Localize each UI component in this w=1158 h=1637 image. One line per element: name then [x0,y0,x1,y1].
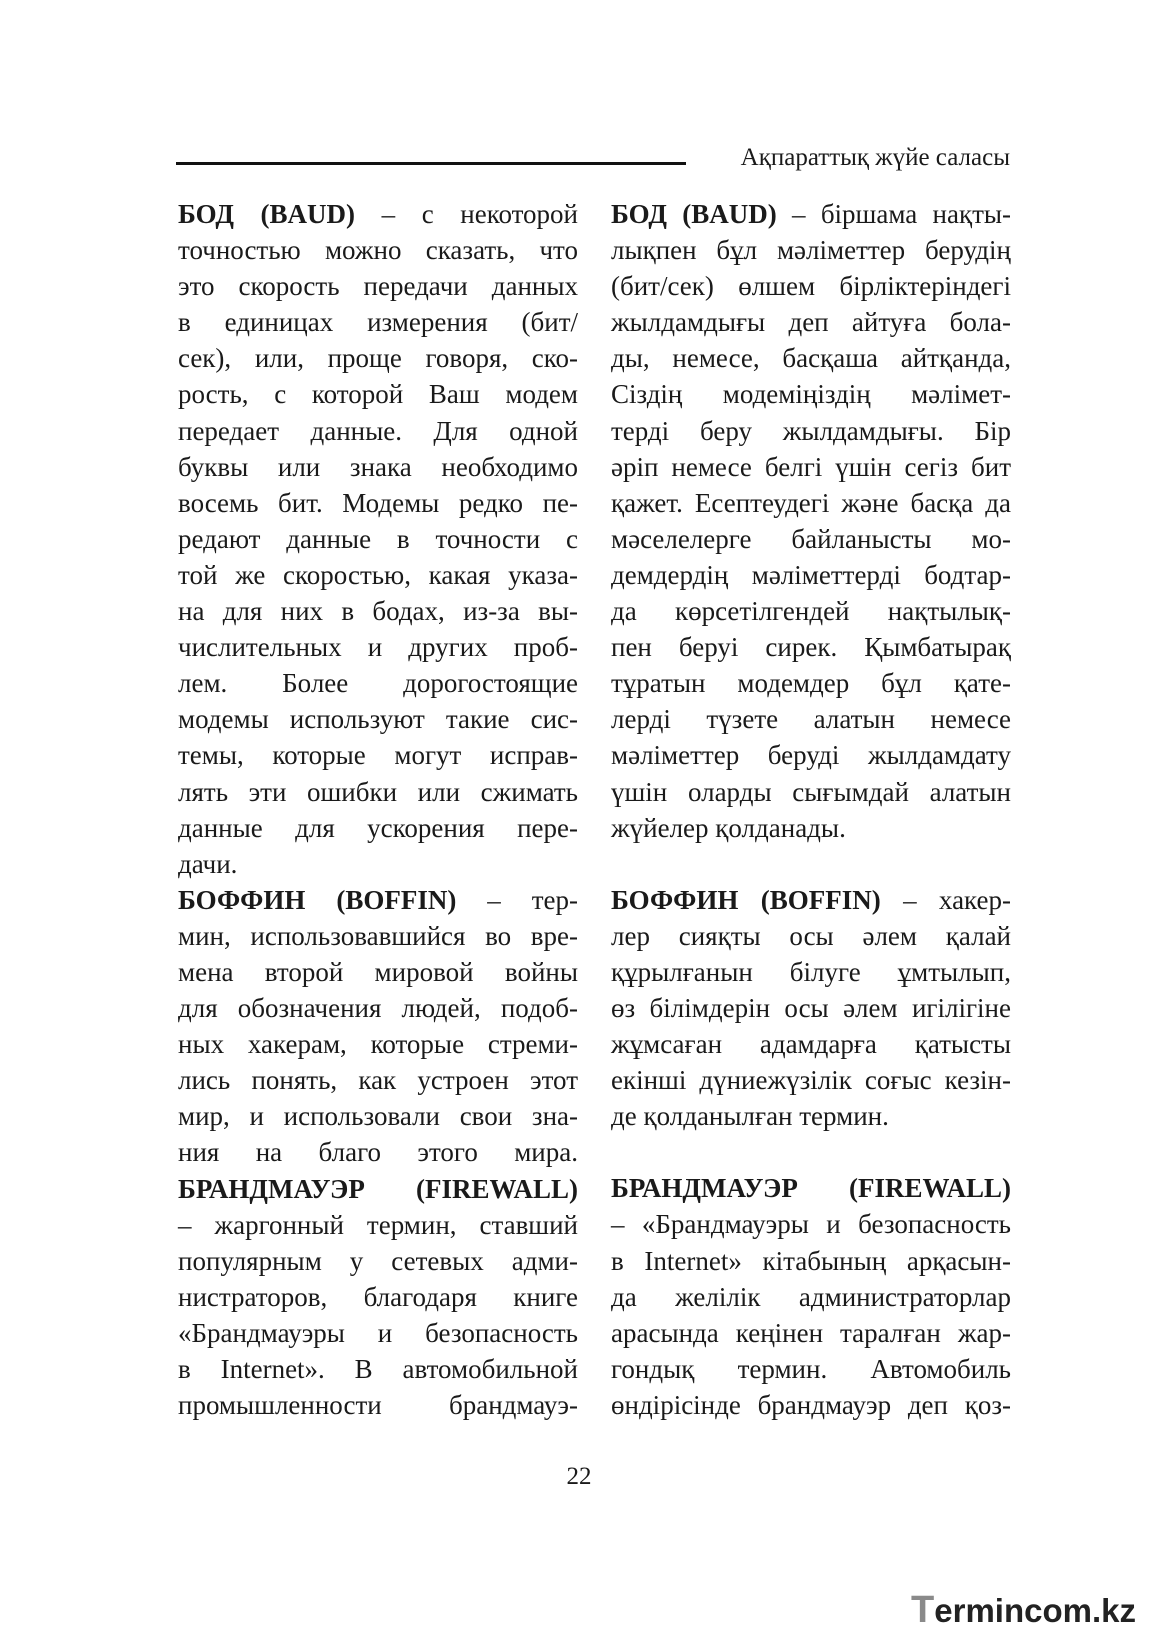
entry-boffin-ru [178,882,578,1171]
term-baud-ru: БОД (BAUD) [178,199,355,229]
entry-line: буквы или знака необходимо [178,451,578,482]
entry-line: промышленности брандмауэ- [178,1390,578,1421]
running-header: Ақпараттық жүйе саласы [740,144,1010,171]
entry-line: для обозначения людей, подоб- [178,993,578,1024]
page-number: 22 [566,1463,592,1490]
entry-line: лем. Более дорогостоящие [178,668,578,699]
entry-line: үшін оларды сығымдай алатын [611,776,1011,807]
entry-line: мена второй мировой войны [178,956,578,987]
term-boffin-ru: БОФФИН (BOFFIN) [178,884,457,915]
entry-line: восемь бит. Модемы редко пе- [178,487,578,518]
entry-line: редают данные в точности с [178,523,578,554]
russian-column [178,196,578,1423]
entry-line: в единицах измерения (бит/ [178,307,578,338]
entry-baud-kz [611,196,1011,846]
entry-line: той же скоростью, какая указа- [178,559,578,590]
entry-line: жылдамдығы деп айтуға бола- [611,307,1011,338]
entry-line: Сіздің модеміңіздің мәлімет- [611,379,1011,410]
entry-line: ния на благо этого мира. [178,1137,578,1168]
watermark-letter: T [911,1589,935,1631]
entry-line: – хакер- [880,884,1011,915]
entry-line: передает данные. Для одной [178,415,578,446]
term-firewall-ru: БРАНДМАУЭР (FIREWALL) [178,1173,578,1204]
entry-line: әріп немесе белгі үшін сегіз бит [611,451,1011,482]
entry-line: числительных и других проб- [178,632,578,663]
entry-line: темы, которые могут исправ- [178,740,578,771]
entry-line: өндірісінде брандмауэр деп қоз- [611,1389,1011,1420]
entry-firewall-ru [178,1171,578,1424]
kazakh-column [611,196,1011,1423]
entry-line: – біршама нақты- [776,199,1011,229]
entry-line: ных хакерам, которые стреми- [178,1029,578,1060]
term-firewall-kz: БРАНДМАУЭР (FIREWALL) [611,1173,1011,1204]
entry-line: лись понять, как устроен этот [178,1065,578,1096]
header-rule [176,162,686,165]
entry-line: «Брандмауэры и безопасность [178,1317,578,1348]
entry-line: мәліметтер беруді жылдамдату [611,740,1011,771]
entry-line: қажет. Есептеудегі және басқа да [611,487,1011,518]
entry-line: да желілік администраторлар [611,1281,1011,1312]
entry-line: екінші дүниежүзілік соғыс кезін- [611,1065,1011,1096]
entry-firewall-kz [611,1170,1011,1423]
entry-line: сек), или, проще говоря, ско- [178,343,578,374]
entry-line: лять эти ошибки или сжимать [178,776,578,807]
entry-line: модемы используют такие сис- [178,704,578,735]
entry-line: это скорость передачи данных [178,271,578,302]
entry-line: дачи. [178,848,238,879]
entry-line: тұратын модемдер бұл қате- [611,668,1011,699]
entry-line: – с некоторой [355,199,579,229]
entry-line: – «Брандмауэры и безопасность [611,1209,1011,1240]
entry-line: мин, использовавшийся во вре- [178,920,578,951]
entry-line: арасында кеңінен таралған жар- [611,1317,1011,1348]
entry-line: жүйелер қолданады. [611,812,846,843]
entry-line: мәселелерге байланысты мо- [611,523,1011,554]
entry-line: нистраторов, благодаря книге [178,1281,578,1312]
entry-boffin-kz [611,882,1011,1135]
entry-line: точностью можно сказать, что [178,235,578,266]
entry-line: демдердің мәліметтерді бодтар- [611,559,1011,590]
entry-line: на для них в бодах, из-за вы- [178,596,578,627]
entry-line: лерді түзете алатын немесе [611,704,1011,735]
entry-baud-ru [178,196,578,882]
site-watermark [911,1589,1136,1632]
entry-line: мир, и использовали свои зна- [178,1101,578,1132]
entry-line: – тер- [456,884,578,915]
entry-line: терді беру жылдамдығы. Бір [611,415,1011,446]
term-boffin-kz: БОФФИН (BOFFIN) [611,884,881,915]
entry-line: құрылғанын білуге ұмтылып, [611,956,1011,987]
entry-line: лер сияқты осы әлем қалай [611,920,1011,951]
watermark-text: ermincom.kz [934,1592,1136,1629]
entry-line: – жаргонный термин, ставший [178,1209,578,1240]
entry-line: (бит/сек) өлшем бірліктеріндегі [611,271,1011,302]
entry-line: данные для ускорения пере- [178,812,578,843]
term-baud-kz: БОД (BAUD) [611,199,777,229]
entry-line: де қолданылған термин. [611,1101,889,1132]
entry-line: в Internet» кітабының арқасын- [611,1245,1011,1276]
entry-line: в Internet». В автомобильной [178,1354,578,1384]
entry-line: өз білімдерін осы әлем игілігіне [611,992,1011,1023]
entry-line: лықпен бұл мәліметтер берудің [611,235,1011,266]
entry-line: популярным у сетевых адми- [178,1245,578,1276]
entry-line: рость, с которой Ваш модем [178,379,578,410]
entry-line: да көрсетілгендей нақтылық- [611,596,1011,627]
entry-line: гондық термин. Автомобиль [611,1353,1011,1384]
entry-line: ды, немесе, басқаша айтқанда, [611,343,1011,374]
entry-line: жұмсаған адамдарға қатысты [611,1029,1011,1060]
entry-line: пен беруі сирек. Қымбатырақ [611,632,1011,663]
